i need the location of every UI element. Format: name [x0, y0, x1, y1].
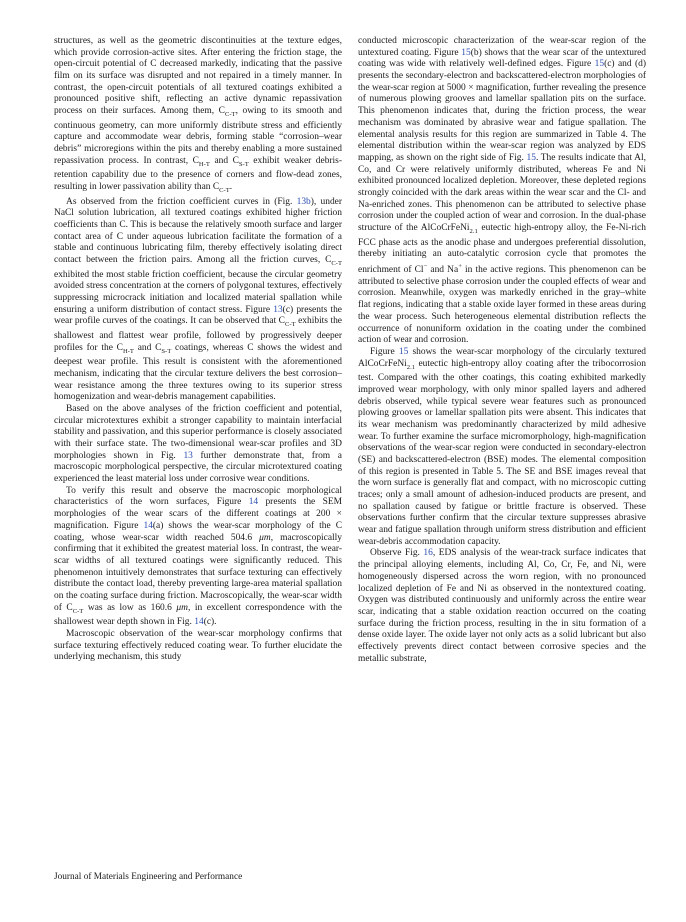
figure-reference-link[interactable]: 16 [423, 548, 433, 559]
text-run: (a) shows the wear-scar morphology of the C coating, whose wear-scar width reached 504.6 [54, 520, 342, 543]
text-run: Based on the above analyses of the friction coefficient and potential, circular microtextures exhibit a stronger capability to maintain interfacial stability and passivation, and this superior performance is closely associated with their surface state. The two-dimensional wear-scar profiles and 3D morphologies shown in Fig. [54, 403, 342, 461]
superscript: + [458, 262, 462, 270]
text-run: , owing to its smooth and continuous geometry, can more uniformly distribute stress and efficiently capture and accommodate wear debris, forming stable “corrosion–wear debris” microregions within the pits and thereby enabling a more sustained repassivation process. In contrast, C [54, 106, 342, 166]
text-run: As observed from the friction coefficient curves in (Fig. [66, 196, 297, 207]
subscript: H-T [122, 347, 134, 355]
text-run: . [229, 182, 233, 193]
body-paragraph-p8 [358, 548, 646, 665]
text-run: (c). [203, 617, 217, 628]
text-run: Macroscopic observation of the wear-scar morphology confirms that surface texturing effectively reduced coating wear. To further elucidate the underlying mechanism, this study [54, 628, 342, 663]
text-run: coatings, whereas C shows the widest and deepest wear profile. This result is consistent with the aforementioned mechanism, indicating that the circular texture delivers the best corrosion–wear resistance among the three textures owing to its superior stress homogenization and wear-debris management capabilities. [54, 342, 342, 403]
text-run: eutectic high-entropy alloy, the Fe-Ni-rich FCC phase acts as the anodic phase and undergoes preferential dissolution, thereby initiating an auto-catalytic corrosion cycle that promotes the enrichment of Cl [358, 223, 646, 276]
text-run: and C [209, 155, 239, 166]
journal-footer: Journal of Materials Engineering and Performance [54, 872, 243, 882]
text-run: structures, as well as the geometric discontinuities at the texture edges, which provide corrosion-active sites. After entering the friction stage, the open-circuit potential of C decreased markedly, indicating that the passive film on its surface was disrupted and not repaired in a timely manner. In contrast, the open-circuit potentials of all textured coatings exhibited a pronounced positive shift, reflecting an active dynamic repassivation process on their surfaces. Among them, C [54, 36, 342, 117]
body-paragraph-p2 [54, 197, 342, 404]
figure-reference-link[interactable]: 14 [143, 520, 153, 531]
unit-text: μm [259, 532, 271, 543]
text-run: further demonstrate that, from a macroscopic morphological perspective, the circular microtextured coating experienced the least material loss under corrosive wear conditions. [54, 450, 342, 485]
text-run: (b) shows that the wear scar of the untextured coating was wide with relatively well-defined edges. Figure [358, 47, 646, 70]
text-run: , in excellent correspondence with the shallowest wear depth shown in Fig. [54, 602, 342, 628]
figure-reference-link[interactable]: 15 [526, 152, 536, 163]
text-run: Observe Fig. [370, 548, 424, 559]
text-run: conducted microscopic characterization of the wear-scar region of the untextured coating. Figure [358, 36, 646, 58]
right-column [358, 36, 646, 665]
figure-reference-link[interactable]: 14 [194, 617, 204, 628]
text-run: was as low as 160.6 [83, 602, 177, 613]
figure-reference-link[interactable]: 15 [398, 346, 409, 357]
text-run: and C [133, 342, 162, 353]
subscript: C-T [331, 259, 342, 267]
subscript: 2.1 [406, 363, 416, 371]
text-run: shows the wear-scar morphology of the circularly textured AlCoCrFeNi [358, 346, 647, 369]
text-run: (c) presents the wear profile curves of the coatings. It can be observed that C [54, 304, 342, 327]
figure-reference-link[interactable]: 15 [461, 47, 471, 58]
text-run: Figure [370, 346, 399, 357]
text-run: , EDS analysis of the wear-track surface indicates that the principal alloying elements, including Al, Co, Cr, Fe, and Ni, were homogeneously dispersed across the worn region, with no pronounced localized depletion of Fe and Ni as observed in the nontextured coating. Oxygen was distributed continuously and uniformly across the entire wear scar, indicating that a stable oxidation reaction occurred on the coating surface during the friction process, resulting in the in situ formation of a dense oxide layer. The oxide layer not only acts as a solid lubricant but also effectively prevents direct contact between corrosive species and the metallic substrate, [358, 548, 646, 664]
subscript: S-T [238, 160, 249, 168]
body-paragraph-p7 [358, 347, 646, 549]
subscript: H-T [198, 160, 210, 168]
subscript: C-T [219, 186, 230, 194]
figure-reference-link[interactable]: 13b [296, 196, 311, 207]
subscript: C-T [284, 321, 296, 329]
left-column [54, 36, 342, 664]
text-run: exhibited the most stable friction coefficient, because the circular geometry avoided stress concentration at the corners of polygonal textures, effectively suppressing microcrack initiation and localized material spallation while ensuring a uniform distribution of contact stress. Figure [54, 269, 342, 315]
body-paragraph-p6 [358, 36, 646, 347]
text-run: exhibit weaker debris-retention capability due to the presence of corners and flow-dead zones, resulting in lower passivation ability than C [54, 155, 342, 193]
text-run: presents the SEM morphologies of the wear scars of the different coatings at 200 × magnification. Figure [54, 497, 342, 531]
text-run: and Na [427, 265, 459, 276]
subscript: S-T [161, 347, 172, 355]
text-run: , macroscopically confirming that it exhibited the greatest material loss. In contrast, the wear-scar widths of all textured coatings were significantly reduced. This phenomenon intuitively demonstrates that surface texturing can effectively distribute the contact load, thereby preventing large-area material spallation on the coating surface during friction. Macroscopically, the wear-scar width of C [54, 532, 342, 613]
body-paragraph-p5 [54, 629, 342, 664]
text-run: eutectic high-entropy alloy coating after the tribocorrosion test. Compared with the other coatings, this coating exhibited markedly improved wear morphology, with only minor spalled layers and adhered debris observed, while typical severe wear features such as pronounced plowing grooves or lamellar spallation pits were absent. This indicates that its wear mechanism was predominantly characterized by mild adhesive wear. To further examine the surface micromorphology, high-magnification observations of the wear-scar region were conducted in secondary-electron (SE) and backscattered-electron (BSE) modes. The elemental composition of this region is presented in Table 5. The SE and BSE images reveal that the worn surface is generally flat and compact, with no microscopic cutting traces; only a small amount of adhesion-induced products are present, and no spallation caused by fatigue or brittle fracture is observed. These observations further confirm that the circular texture suppresses abrasive wear and fatigue spallation through uniform stress distribution and efficient wear-debris accommodation capacity. [358, 358, 646, 547]
text-run: in the active regions. This phenomenon can be attributed to selective phase corrosion under the coupled effects of wear and corrosion. Meanwhile, oxygen was markedly enriched in the gray–white flat regions, indicating that a stable oxide layer formed in these areas during the wear process. Such heterogeneous elemental distribution reflects the occurrence of nonuniform oxidation in the coating under the combined action of wear and corrosion. [358, 265, 646, 346]
superscript: − [423, 262, 428, 270]
body-paragraph-p1 [54, 36, 342, 197]
text-run: exhibits the shallowest and flattest wear profile, followed by progressively deeper profiles for the C [54, 316, 342, 353]
unit-text: μm [176, 602, 188, 613]
figure-reference-link[interactable]: 15 [594, 59, 605, 70]
figure-reference-link[interactable]: 14 [248, 497, 259, 508]
subscript: C-T [224, 111, 236, 119]
subscript: 2.1 [469, 227, 478, 235]
text-run: To verify this result and observe the macroscopic morphological characteristics of the worn surfaces, Figure [54, 485, 342, 508]
figure-reference-link[interactable]: 13 [273, 304, 283, 315]
body-paragraph-p3 [54, 404, 342, 486]
text-run: . The results indicate that Al, Co, and Cr were relatively uniformly distributed, whereas Fe and Ni exhibited pronounced localized depletion. Moreover, these depleted regions strongly coincided with the dark areas within the wear scar and the Cl- and Na-enriched zones. This phenomenon can be attributed to selective phase corrosion under the coupled action of wear and corrosion. In the dual-phase structure of the AlCoCrFeNi [358, 152, 646, 233]
subscript: C-T [72, 607, 84, 615]
text-run: ), under NaCl solution lubrication, all textured coatings exhibited higher friction coefficients than C. This is because the relatively smooth surface and larger contact area of C under aqueous lubrication facilitate the formation of a stable and continuous lubricating film, thereby effectively isolating direct contact between the friction pairs. Among all the friction curves, C [54, 196, 342, 266]
text-run: (c) and (d) presents the secondary-electron and backscattered-electron morphologies of the wear-scar region at 5000 × magnification, further revealing the presence of numerous plowing grooves and lamellar spallation pits on the surface. This phenomenon indicates that, during the friction process, the wear mechanism was dominated by abrasive wear and fatigue spallation. The elemental analysis results for this region are summarized in Table 4. The elemental distribution within the wear-scar region was analyzed by EDS mapping, as shown on the right side of Fig. [358, 59, 646, 163]
body-paragraph-p4 [54, 486, 342, 629]
figure-reference-link[interactable]: 13 [183, 450, 193, 461]
